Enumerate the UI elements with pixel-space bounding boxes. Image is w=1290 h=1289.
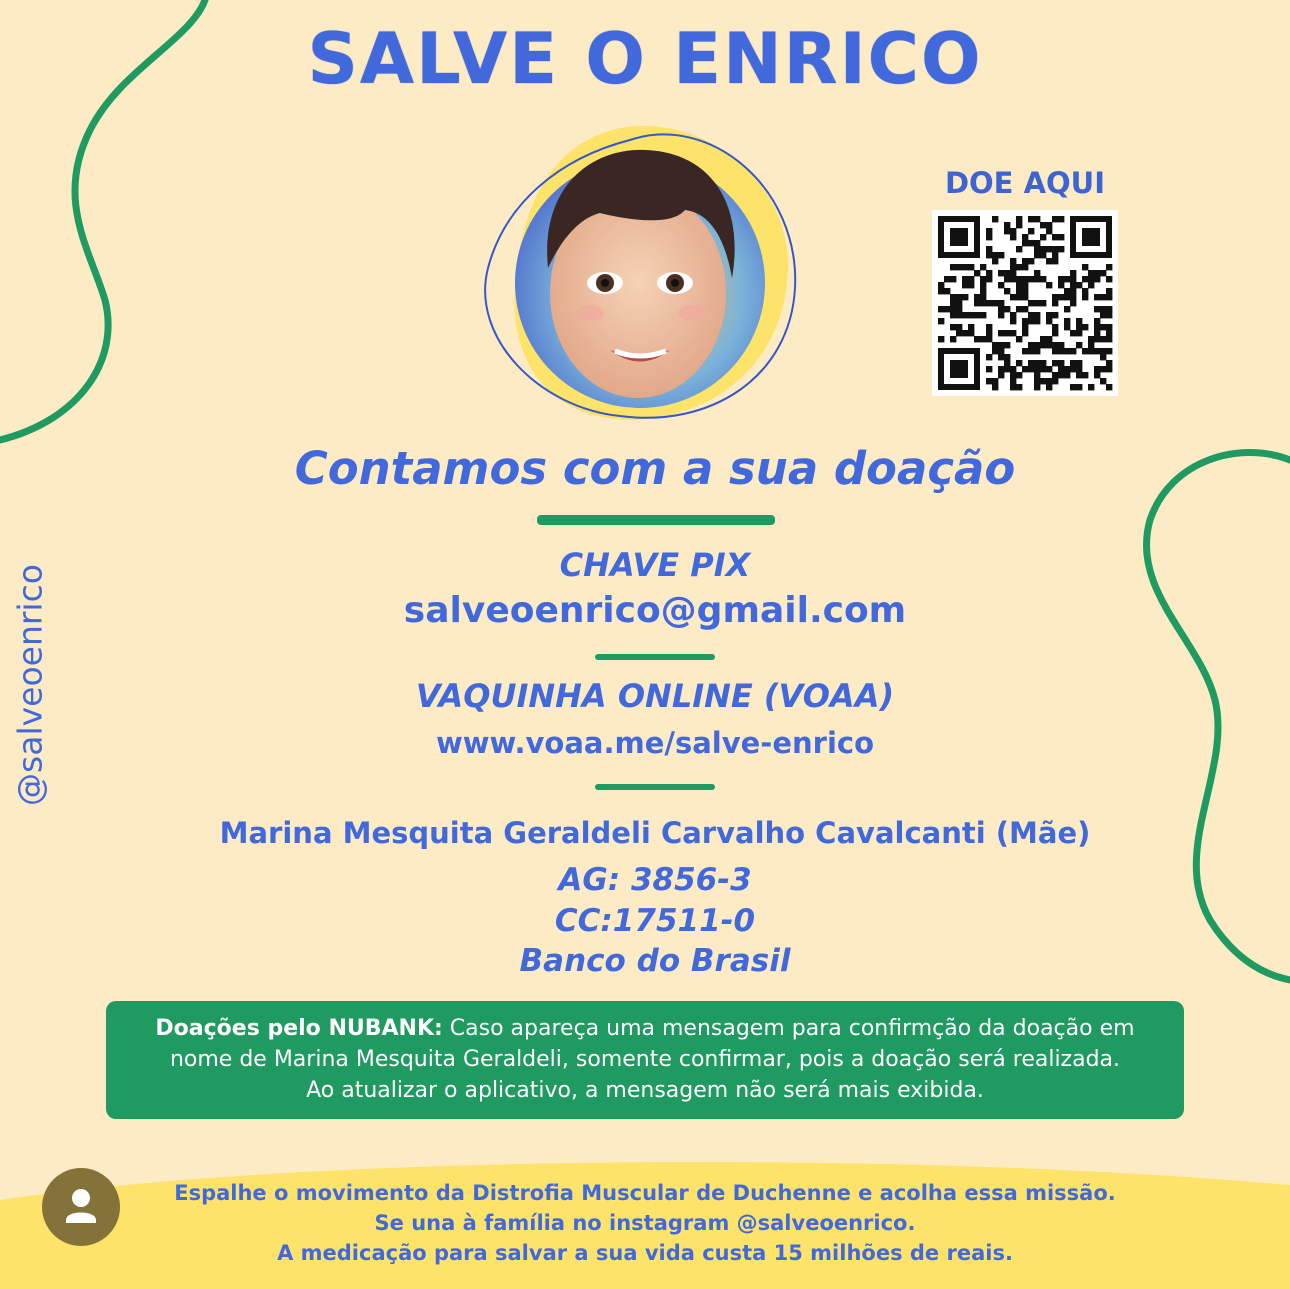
- divider: [595, 784, 715, 790]
- nubank-notice: [106, 1001, 1184, 1119]
- bank-name: Banco do Brasil: [519, 943, 791, 979]
- account-holder: Marina Mesquita Geraldeli Carvalho Cavalcanti (Mãe): [219, 816, 1091, 850]
- pix-key[interactable]: salveoenrico@gmail.com: [403, 590, 907, 631]
- pix-heading: CHAVE PIX: [559, 546, 751, 584]
- person-icon: [42, 1168, 120, 1246]
- subtitle: Contamos com a sua doação: [294, 442, 1016, 495]
- nubank-line-1: [106, 1013, 1184, 1044]
- page-title: SALVE O ENRICO: [307, 18, 983, 100]
- footer-line-1: Espalhe o movimento da Distrofia Muscular de Duchenne e acolha essa missão.: [174, 1181, 1116, 1205]
- footer-line-3: A medicação para salvar a sua vida custa 15 milhões de reais.: [277, 1241, 1013, 1265]
- vaquinha-heading: VAQUINHA ONLINE (VOAA): [415, 677, 895, 715]
- divider: [595, 654, 715, 660]
- qr-code[interactable]: [932, 210, 1118, 396]
- nubank-line-3: Ao atualizar o aplicativo, a mensagem não será mais exibida.: [306, 1078, 984, 1103]
- nubank-line-1-text: Caso apareça uma mensagem para confirmção da doação em: [442, 1016, 1135, 1041]
- vaquinha-link[interactable]: www.voaa.me/salve-enrico: [435, 726, 875, 760]
- side-handle: [10, 560, 50, 810]
- side-handle-text: @salveoenrico: [10, 564, 50, 806]
- bank-account: CC:17511-0: [554, 903, 756, 939]
- nubank-lead: Doações pelo NUBANK:: [155, 1016, 443, 1041]
- footer-message: [0, 1178, 1290, 1268]
- donate-here-label: DOE AQUI: [944, 166, 1106, 200]
- divider: [537, 515, 775, 525]
- profile-avatar[interactable]: [42, 1168, 120, 1246]
- footer-line-2: Se una à família no instagram @salveoenrico.: [374, 1211, 916, 1235]
- nubank-line-2: nome de Marina Mesquita Geraldeli, somente confirmar, pois a doação será realizada.: [169, 1047, 1121, 1072]
- child-portrait: [470, 118, 805, 428]
- bank-agency: AG: 3856-3: [558, 862, 752, 898]
